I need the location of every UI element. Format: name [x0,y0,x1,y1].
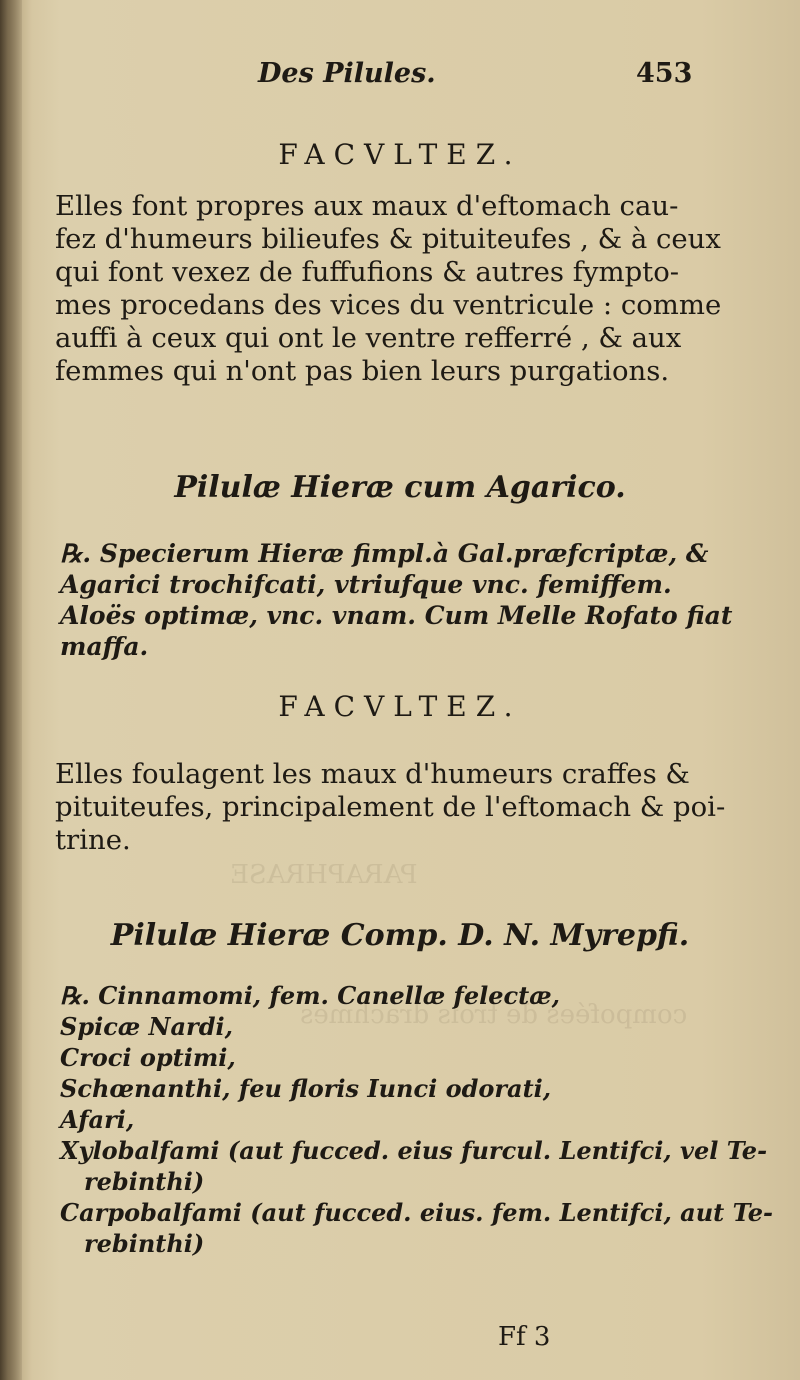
page-footer [0,1322,800,1362]
text-line: qui font vexez de fuffufions & autres fympto- [55,256,680,288]
recipe-line: maffa. [60,632,149,661]
ingredient-line: rebinthi) [84,1229,205,1258]
formula-title: Pilulæ Hieræ Comp. D. N. Myrepfi. [110,918,690,953]
section-heading: FACVLTEZ. [278,138,522,171]
ingredient-line: Afari, [60,1105,135,1134]
recipe-line: ℞. Specierum Hieræ fimpl.à Gal.præfcriptæ, & [60,539,709,568]
formula-title: Pilulæ Hieræ cum Agarico. [174,470,626,505]
ingredient-line: ℞. Cinnamomi, fem. Canellæ felectæ, [60,981,560,1010]
section-paragraph [55,758,726,857]
text-line: fez d'humeurs bilieufes & pituiteufes , & à ceux [55,223,721,255]
page-number: 453 [636,58,693,89]
show-through-text: PARAPHRASE [230,860,418,890]
text-line: femmes qui n'ont pas bien leurs purgations. [55,355,670,387]
recipe-block [60,538,733,662]
show-through-text: compofées de trois drachmes [300,1000,688,1030]
ingredient-line: Carpobalfami (aut fucced. eius. fem. Lentifci, aut Te- [60,1198,773,1227]
ingredient-line: Spicæ Nardi, [60,1012,233,1041]
text-line: pituiteufes, principalement de l'eftomach & poi- [55,791,726,823]
ingredient-line: Schœnanthi, feu floris Iunci odorati, [60,1074,552,1103]
section-heading: FACVLTEZ. [278,690,522,723]
running-title: Des Pilules. [258,58,436,89]
signature-mark: Ff 3 [498,1322,551,1352]
ingredient-list [60,980,773,1259]
page-header [0,58,800,102]
recipe-line: Aloës optimæ, vnc. vnam. Cum Melle Rofato fiat [60,601,733,630]
text-line: Elles font propres aux maux d'eftomach cau- [55,190,679,222]
section-paragraph [55,190,722,388]
text-line: Elles foulagent les maux d'humeurs craffes & [55,758,690,790]
recipe-line: Agarici trochifcati, vtriufque vnc. femiffem. [60,570,672,599]
text-line: mes procedans des vices du ventricule : comme [55,289,722,321]
text-line: auffi à ceux qui ont le ventre refferré , & aux [55,322,682,354]
text-line: trine. [55,824,131,856]
ingredient-line: rebinthi) [84,1167,205,1196]
ingredient-line: Croci optimi, [60,1043,236,1072]
ingredient-line: Xylobalfami (aut fucced. eius furcul. Lentifci, vel Te- [60,1136,768,1165]
